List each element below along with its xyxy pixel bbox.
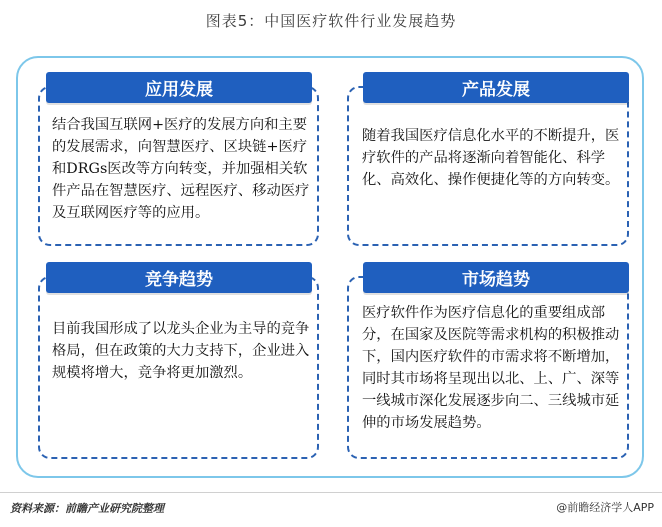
card-heading-market-trend: 市场趋势 — [363, 262, 629, 293]
card-text-product-development: 随着我国医疗信息化水平的不断提升，医疗软件的产品将逐渐向着智能化、科学化、高效化、操作便捷化等的方向转变。 — [362, 128, 620, 188]
card-heading-competition-trend: 竞争趋势 — [46, 262, 312, 293]
card-text-application-development: 结合我国互联网+医疗的发展方向和主要的发展需求，向智慧医疗、区块链+医疗和DRGs医改等方向转变，并加强相关软件产品在智慧医疗、远程医疗、移动医疗及互联网医疗等的应用。 — [52, 117, 310, 221]
brand-credit: @前瞻经济学人APP — [556, 501, 654, 514]
card-heading-product-development: 产品发展 — [363, 72, 629, 103]
figure-title: 图表5：中国医疗软件行业发展趋势 — [205, 12, 457, 30]
card-text-competition-trend: 目前我国形成了以龙头企业为主导的竞争格局，但在政策的大力支持下，企业进入规模将增大，竞争将更加激烈。 — [52, 321, 310, 381]
source-note: 资料来源：前瞻产业研究院整理 — [10, 502, 164, 515]
footer-divider — [0, 492, 662, 493]
card-text-market-trend: 医疗软件作为医疗信息化的重要组成部分，在国家及医院等需求机构的积极推动下，国内医疗软件的市需求将不断增加，同时其市场将呈现出以北、上、广、深等一线城市深化发展逐步向二、三线城市延伸的市场发展趋势。 — [362, 305, 620, 431]
card-heading-application-development: 应用发展 — [46, 72, 312, 103]
